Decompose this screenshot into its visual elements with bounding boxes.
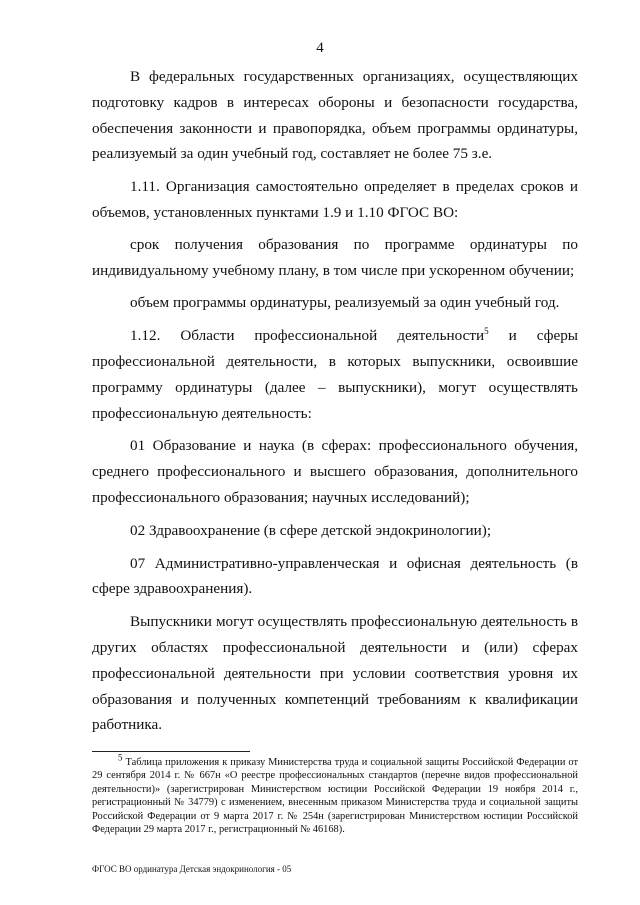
paragraph-study-period: срок получения образования по программе ординатуры по индивидуальному учебному плану, в том числе при ускоренном обучении; xyxy=(92,235,578,279)
paragraph-1-12-lead: 1.12. Области профессиональной деятельности xyxy=(130,327,485,345)
area-item-healthcare: 02 Здравоохранение (в сфере детской эндокринологии); xyxy=(130,521,492,539)
area-item-administration: 07 Административно-управленческая и офисная деятельность (в сфере здравоохранения). xyxy=(92,554,578,598)
page-number: 4 xyxy=(316,40,324,56)
paragraph-other-areas: Выпускники могут осуществлять профессиональную деятельность в других областях профессиональной деятельности и (или) сферах профессиональной деятельности при условии соответствия уровня их образования и полученных компетенций требованиям к квалификации работника. xyxy=(92,613,578,734)
paragraph-1-11: 1.11. Организация самостоятельно определяет в пределах сроков и объемов, установленных пунктами 1.9 и 1.10 ФГОС ВО: xyxy=(92,178,578,221)
footnote xyxy=(92,752,578,836)
paragraph-1-12-rest: и сферы профессиональной деятельности, в которых выпускники, освоившие программу ординатуры (далее – выпускники), могут осуществлять профессиональную деятельность: xyxy=(92,327,578,422)
footnote-divider xyxy=(92,751,250,752)
footnote-marker: 5 xyxy=(118,752,123,763)
paragraph-annual-volume: объем программы ординатуры, реализуемый за один учебный год. xyxy=(130,294,560,312)
footnote-text: Таблица приложения к приказу Министерства труда и социальной защиты Российской Федерации от 29 сентября 2014 г. № 667н «О реестре профессиональных стандартов (перечне видов профессиональной деятельности)» (зарегистрирован Министерством юстиции Российской Федерации 19 ноября 2014 г., регистрационный № 34779) с изменением, внесенным приказом Министерства труда и социальной защиты Российской Федерации от 9 марта 2017 г. № 254н (зарегистрирован Министерством юстиции Российской Федерации 29 марта 2017 г., регистрационный № 46168). xyxy=(92,757,578,836)
area-item-education: 01 Образование и наука (в сферах: профессионального обучения, среднего профессионального и высшего образования, дополнительного профессионального образования; научных исследований); xyxy=(92,437,578,506)
page-footer: ФГОС ВО ординатура Детская эндокринология - 05 xyxy=(92,864,292,874)
paragraph-federal-organizations: В федеральных государственных организациях, осуществляющих подготовку кадров в интересах обороны и безопасности государства, обеспечения законности и правопорядка, объем программы ординатуры, реализуемый за один учебный год, составляет не более 75 з.е. xyxy=(92,68,578,163)
document-body xyxy=(92,64,578,745)
paragraph-1-12 xyxy=(92,323,578,426)
footnote-reference: 5 xyxy=(484,326,489,337)
